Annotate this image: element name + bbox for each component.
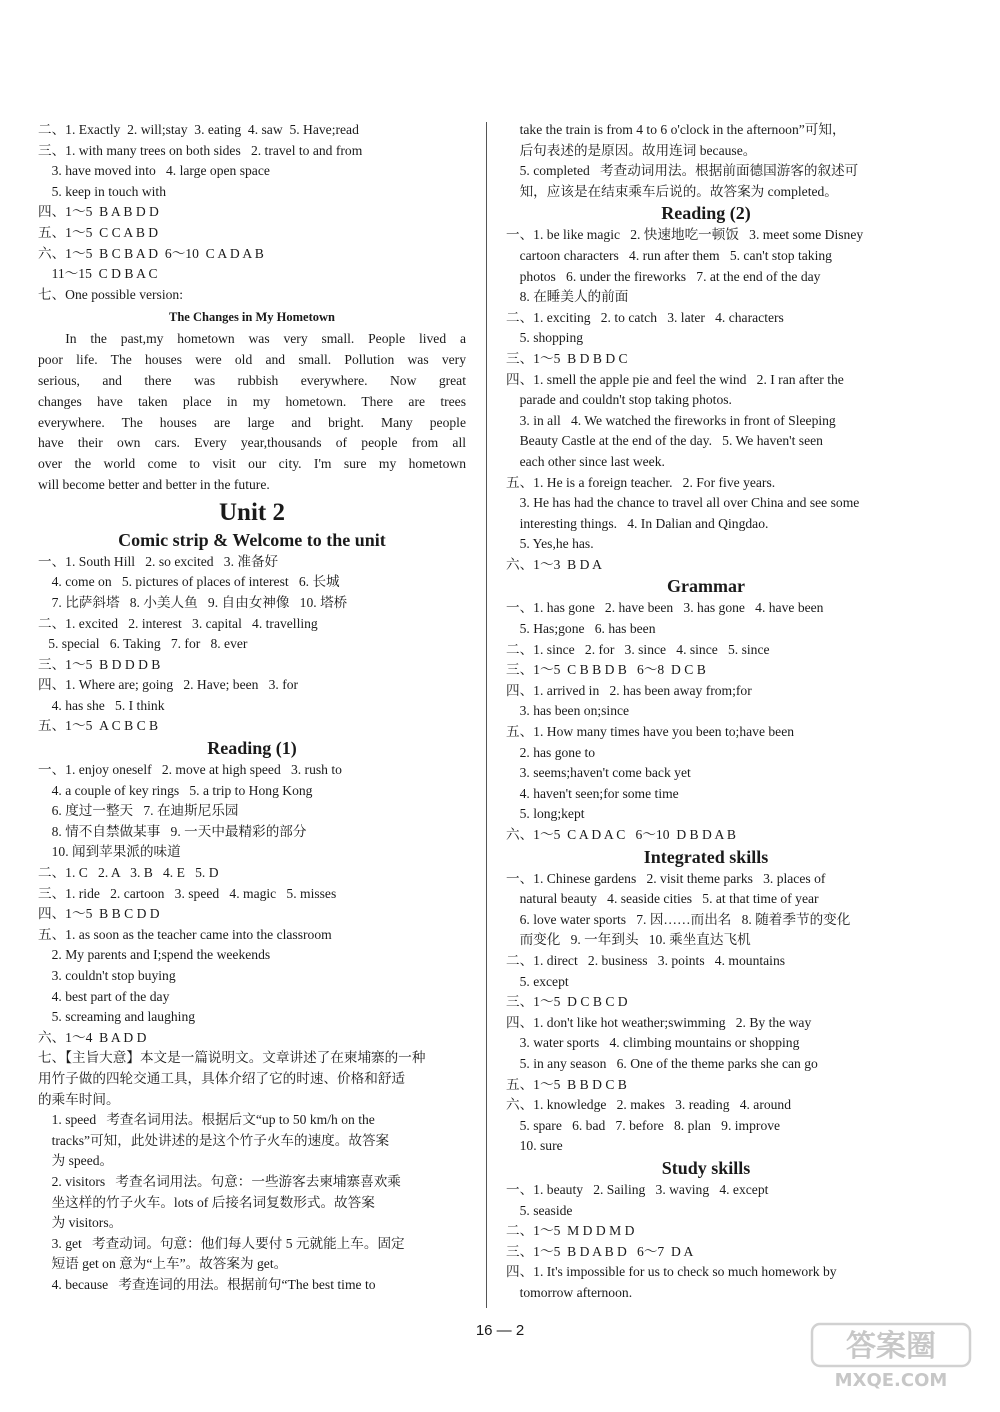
- essay-line: have their own cars. Every year,thousands of people from all: [38, 435, 466, 451]
- answer-line: 一、1. Chinese gardens 2. visit theme parks 3. places of: [506, 870, 826, 886]
- answer-line: 5. screaming and laughing: [38, 1009, 196, 1025]
- answer-line: 短语 get on 意为“上车”。故答案为 get。: [38, 1256, 288, 1272]
- integrated-skills-answers: [506, 869, 906, 1157]
- answer-line: 用竹子做的四轮交通工具，具体介绍了它的时速、价格和舒适: [38, 1070, 406, 1086]
- section-heading-comic-strip: Comic strip & Welcome to the unit: [118, 529, 386, 550]
- answer-line: each other since last week.: [506, 453, 665, 469]
- answer-line: photos 6. under the fireworks 7. at the end of the day: [506, 268, 821, 284]
- answer-line: 五、1. He is a foreign teacher. 2. For five years.: [506, 474, 776, 490]
- answer-line: 四、1～5 B B C D D: [38, 906, 160, 922]
- answer-line: 2. visitors 考查名词用法。句意：一些游客去柬埔寨喜欢乘: [38, 1173, 401, 1189]
- answer-line: 4. best part of the day: [38, 988, 170, 1004]
- answer-line: 六、1～3 B D A: [506, 556, 602, 572]
- answer-line: 5. in any season 6. One of the theme parks she can go: [506, 1055, 818, 1071]
- answer-line: 3. He has had the chance to travel all over China and see some: [506, 495, 860, 511]
- right-top-answers: [506, 120, 906, 202]
- answer-line: 后句表述的是原因。故用连词 because。: [506, 142, 757, 158]
- answer-line: 四、1～5 B A B D D: [38, 204, 159, 220]
- answer-line: 8. 情不自禁做某事 9. 一天中最精彩的部分: [38, 823, 307, 839]
- essay-line: poor life. The houses were old and small. Pollution was very: [38, 352, 466, 368]
- essay-line: serious, and there was rubbish everywhere. Now great: [38, 372, 466, 388]
- answer-line: 5. spare 6. bad 7. before 8. plan 9. improve: [506, 1117, 781, 1133]
- answer-line: take the train is from 4 to 6 o'clock in the afternoon”可知，: [506, 122, 846, 137]
- essay-line: changes have taken place in my hometown. There are trees: [38, 393, 466, 409]
- answer-line: 6. 度过一整天 7. 在迪斯尼乐园: [38, 803, 239, 819]
- answer-line: 五、1～5 A C B C B: [38, 718, 159, 734]
- answer-line: 5. Has;gone 6. has been: [506, 621, 656, 637]
- left-top-answers: [38, 120, 466, 305]
- answer-line: 4. has she 5. I think: [38, 697, 165, 713]
- answer-line: 为 visitors。: [38, 1215, 123, 1231]
- answer-line: cartoon characters 4. run after them 5. can't stop taking: [506, 247, 832, 263]
- answer-line: 5. keep in touch with: [38, 183, 166, 199]
- section-heading-reading-2: Reading (2): [661, 203, 751, 224]
- answer-line: 10. 闻到苹果派的味道: [38, 844, 181, 860]
- study-skills-answers: [506, 1180, 906, 1304]
- essay-line: everywhere. The houses are large and bright. Many people: [38, 414, 466, 430]
- answer-line: 3. couldn't stop buying: [38, 968, 176, 983]
- answer-line: 七、One possible version:: [38, 286, 183, 302]
- answer-line: 5. shopping: [506, 330, 584, 346]
- answer-line: 10. sure: [506, 1138, 563, 1154]
- answer-line: Beauty Castle at the end of the day. 5. We haven't seen: [506, 433, 823, 449]
- unit-title: Unit 2: [219, 498, 285, 526]
- answer-line: 四、1. It's impossible for us to check so much homework by: [506, 1264, 837, 1280]
- answer-line: 为 speed。: [38, 1153, 114, 1169]
- answer-line: 5. seaside: [506, 1202, 573, 1218]
- answer-line: 3. has been on;since: [506, 703, 630, 719]
- essay-line: will become better and better in the future.: [38, 476, 270, 492]
- answer-line: 六、1. knowledge 2. makes 3. reading 4. around: [506, 1097, 792, 1113]
- left-column: [38, 120, 466, 1296]
- watermark-logo-text: 答案圈: [846, 1329, 936, 1364]
- right-column: [506, 120, 906, 1303]
- answer-line: 4. because 考查连词的用法。根据前句“The best time to: [38, 1276, 376, 1292]
- answer-line: 2. My parents and I;spend the weekends: [38, 947, 271, 963]
- answer-line: 3. in all 4. We watched the fireworks in front of Sleeping: [506, 412, 836, 428]
- answer-line: parade and couldn't stop taking photos.: [506, 392, 732, 408]
- answer-line: 一、1. South Hill 2. so excited 3. 准备好: [38, 553, 279, 569]
- column-divider: [486, 122, 487, 1308]
- answer-line: 而变化 9. 一年到头 10. 乘坐直达飞机: [506, 932, 751, 948]
- section-heading-integrated-skills: Integrated skills: [643, 846, 769, 867]
- answer-line: 六、1～5 B C B A D 6～10 C A D A B: [38, 245, 264, 261]
- answer-line: 二、1. direct 2. business 3. points 4. mountains: [506, 952, 786, 968]
- answer-line: 11～15 C D B A C: [38, 266, 158, 282]
- answer-line: 二、1. exciting 2. to catch 3. later 4. characters: [506, 309, 784, 325]
- answer-line: 六、1～5 C A D A C 6～10 D B D A B: [506, 827, 737, 842]
- answer-line: 知，应该是在结束乘车后说的。故答案为 completed。: [506, 183, 838, 199]
- answer-line: 三、1. with many trees on both sides 2. travel to and from: [38, 142, 363, 158]
- answer-line: 7. 比萨斜塔 8. 小美人鱼 9. 自由女神像 10. 塔桥: [38, 594, 348, 610]
- answer-line: 七、【主旨大意】本文是一篇说明文。文章讲述了在柬埔寨的一种: [38, 1050, 426, 1066]
- essay-line: In the past,my hometown was very small. People lived a: [65, 331, 466, 347]
- answer-line: 四、1. don't like hot weather;swimming 2. By the way: [506, 1014, 812, 1030]
- answer-line: 一、1. enjoy oneself 2. move at high speed 3. rush to: [38, 762, 342, 778]
- answer-line: 三、1～5 C B B D B 6～8 D C B: [506, 662, 706, 678]
- answer-line: 8. 在睡美人的前面: [506, 289, 629, 305]
- answer-line: 五、1. How many times have you been to;have been: [506, 724, 795, 740]
- answer-line: 4. haven't seen;for some time: [506, 785, 679, 801]
- watermark-logo: [806, 1320, 976, 1392]
- page-number: 16 — 2: [475, 1322, 525, 1339]
- answer-line: 六、1～4 B A D D: [38, 1029, 147, 1045]
- answer-line: 的乘车时间。: [38, 1091, 120, 1107]
- comic-strip-answers: [38, 552, 466, 737]
- answer-line: 一、1. be like magic 2. 快速地吃一顿饭 3. meet some Disney: [506, 227, 864, 243]
- answer-line: 6. love water sports 7. 因……而出名 8. 随着季节的变化: [506, 911, 851, 927]
- answer-line: interesting things. 4. In Dalian and Qingdao.: [506, 515, 769, 531]
- answer-line: 二、1. Exactly 2. will;stay 3. eating 4. saw 5. Have;read: [38, 122, 359, 137]
- answer-line: 一、1. beauty 2. Sailing 3. waving 4. except: [506, 1181, 769, 1197]
- answer-line: 4. come on 5. pictures of places of interest 6. 长城: [38, 574, 340, 590]
- essay-line: over the world come to visit our city. I'm sure my hometown: [38, 456, 466, 472]
- answer-line: 二、1～5 M D D M D: [506, 1223, 635, 1239]
- answer-line: 三、1～5 B D B D C: [506, 350, 628, 366]
- answer-line: 2. has gone to: [506, 744, 596, 760]
- reading-2-answers: [506, 225, 906, 575]
- answer-line: 5. Yes,he has.: [506, 536, 594, 552]
- section-heading-study-skills: Study skills: [661, 1157, 751, 1178]
- answer-line: 五、1～5 C C A B D: [38, 224, 159, 240]
- answer-line: 四、1. arrived in 2. has been away from;for: [506, 682, 752, 698]
- answer-line: tomorrow afternoon.: [506, 1284, 633, 1300]
- answer-line: 五、1. as soon as the teacher came into the classroom: [38, 926, 332, 942]
- answer-line: 三、1. ride 2. cartoon 3. speed 4. magic 5. misses: [38, 885, 337, 901]
- answer-line: 5. long;kept: [506, 806, 585, 822]
- grammar-answers: [506, 598, 906, 845]
- answer-line: 三、1～5 B D D D B: [38, 656, 161, 672]
- answer-line: 三、1～5 B D A B D 6～7 D A: [506, 1243, 694, 1259]
- answer-line: 二、1. excited 2. interest 3. capital 4. travelling: [38, 615, 318, 631]
- answer-line: tracks”可知，此处讲述的是这个竹子火车的速度。故答案: [38, 1132, 390, 1148]
- reading-1-answers: [38, 760, 466, 1295]
- answer-line: 四、1. Where are; going 2. Have; been 3. for: [38, 677, 299, 693]
- answer-line: 3. get 考查动词。句意：他们每人要付 5 元就能上车。固定: [38, 1235, 405, 1251]
- answer-line: 5. except: [506, 973, 569, 989]
- answer-line: 1. speed 考查名词用法。根据后文“up to 50 km/h on the: [38, 1112, 375, 1128]
- answer-line: 3. water sports 4. climbing mountains or shopping: [506, 1035, 800, 1051]
- section-heading-reading-1: Reading (1): [207, 738, 297, 759]
- answer-line: 三、1～5 D C B C D: [506, 994, 628, 1010]
- answer-line: 5. special 6. Taking 7. for 8. ever: [38, 636, 248, 652]
- answer-line: 3. seems;haven't come back yet: [506, 765, 691, 781]
- answer-line: 一、1. has gone 2. have been 3. has gone 4. have been: [506, 600, 824, 616]
- answer-line: natural beauty 4. seaside cities 5. at that time of year: [506, 891, 819, 907]
- essay-body: [38, 329, 466, 495]
- answer-line: 5. completed 考查动词用法。根据前面德国游客的叙述可: [506, 163, 859, 179]
- answer-line: 坐这样的竹子火车。lots of 后接名词复数形式。故答案: [38, 1194, 375, 1210]
- section-heading-grammar: Grammar: [667, 576, 745, 597]
- answer-line: 3. have moved into 4. large open space: [38, 163, 270, 179]
- answer-line: 二、1. since 2. for 3. since 4. since 5. since: [506, 641, 770, 657]
- watermark-url: MXQE.COM: [834, 1370, 948, 1391]
- essay-title: The Changes in My Hometown: [169, 310, 335, 325]
- answer-line: 四、1. smell the apple pie and feel the wind 2. I ran after the: [506, 371, 844, 387]
- answer-line: 二、1. C 2. A 3. B 4. E 5. D: [38, 865, 219, 881]
- answer-line: 4. a couple of key rings 5. a trip to Hong Kong: [38, 782, 313, 798]
- answer-line: 五、1～5 B B D C B: [506, 1076, 627, 1092]
